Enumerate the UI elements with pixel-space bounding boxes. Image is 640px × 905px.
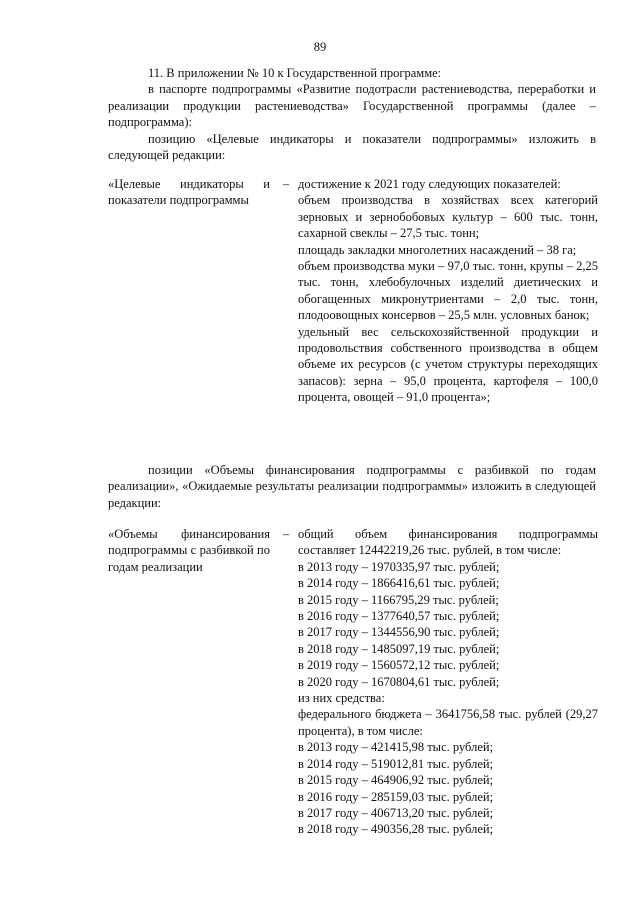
amendment-instruction-2: позиции «Объемы финансирования подпрограммы с разбивкой по годам реализации», «Ожидаемые результаты реализации подпрограммы» изложить в следующей редакции: bbox=[108, 463, 596, 510]
targets-line: объем производства в хозяйствах всех категорий зерновых и зернобобовых культур – 600 тыс. тонн, сахарной свеклы – 27,5 тыс. тонн; bbox=[298, 193, 598, 241]
federal-budget-total: федерального бюджета – 3641756,58 тыс. рублей (29,27 процента), в том числе: bbox=[298, 707, 598, 738]
financing-year: в 2016 году – 1377640,57 тыс. рублей; bbox=[298, 609, 500, 624]
financing-year: в 2015 году – 1166795,29 тыс. рублей; bbox=[298, 592, 499, 607]
financing-row-value bbox=[298, 526, 598, 838]
amendment-passport-text: в паспорте подпрограммы «Развитие подотрасли растениеводства, переработки и реализации продукции растениеводства» Государственной программы (далее – подпрограмма): bbox=[108, 82, 596, 130]
middle-section bbox=[108, 462, 596, 511]
financing-year: в 2019 году – 1560572,12 тыс. рублей; bbox=[298, 658, 500, 673]
financing-year: в 2020 году – 1670804,61 тыс. рублей; bbox=[298, 674, 500, 689]
financing-of-them: из них средства: bbox=[298, 691, 385, 706]
federal-year: в 2017 году – 406713,20 тыс. рублей; bbox=[298, 805, 494, 820]
targets-line: удельный вес сельскохозяйственной продукции и продовольствия собственного производства в общем объеме их ресурсов (с учетом структуры переходящих запасов): зерна – 95,0 процента, картофеля – 100,0 процента, овощей – 91,0 процента»; bbox=[298, 324, 598, 405]
federal-year: в 2015 году – 464906,92 тыс. рублей; bbox=[298, 773, 494, 788]
financing-year: в 2017 году – 1344556,90 тыс. рублей; bbox=[298, 625, 500, 640]
financing-row-label: «Объемы финансирования подпрограммы с разбивкой по годам реализации bbox=[108, 527, 270, 574]
financing-row-dash: – bbox=[282, 527, 290, 541]
targets-row-label: «Целевые индикаторы и показатели подпрограммы bbox=[108, 177, 270, 208]
amendment-heading: 11. В приложении № 10 к Государственной программе: bbox=[148, 66, 442, 80]
financing-year: в 2013 году – 1970335,97 тыс. рублей; bbox=[298, 559, 500, 574]
targets-line: достижение к 2021 году следующих показателей: bbox=[298, 177, 561, 191]
amendment-instruction-1: позицию «Целевые индикаторы и показатели подпрограммы» изложить в следующей редакции: bbox=[108, 131, 596, 163]
federal-year: в 2016 году – 285159,03 тыс. рублей; bbox=[298, 789, 494, 804]
intro-section bbox=[108, 65, 596, 163]
targets-line: площадь закладки многолетних насаждений – 38 га; bbox=[298, 242, 577, 257]
financing-total: общий объем финансирования подпрограммы составляет 12442219,26 тыс. рублей, в том числе: bbox=[298, 527, 598, 558]
federal-year: в 2014 году – 519012,81 тыс. рублей; bbox=[298, 756, 494, 771]
page-number: 89 bbox=[313, 40, 327, 54]
financing-year: в 2014 году – 1866416,61 тыс. рублей; bbox=[298, 576, 500, 591]
targets-row-dash: – bbox=[282, 177, 290, 191]
federal-year: в 2013 году – 421415,98 тыс. рублей; bbox=[298, 740, 494, 755]
federal-year: в 2018 году – 490356,28 тыс. рублей; bbox=[298, 822, 494, 837]
financing-year: в 2018 году – 1485097,19 тыс. рублей; bbox=[298, 641, 500, 656]
targets-line: объем производства муки – 97,0 тыс. тонн, крупы – 2,25 тыс. тонн, хлебобулочных изделий диетических и обогащенных микронутриентами – 2,0 тыс. тонн, плодоовощных консервов – 25,5 млн. условных банок; bbox=[298, 259, 598, 323]
targets-row-value bbox=[298, 176, 598, 406]
